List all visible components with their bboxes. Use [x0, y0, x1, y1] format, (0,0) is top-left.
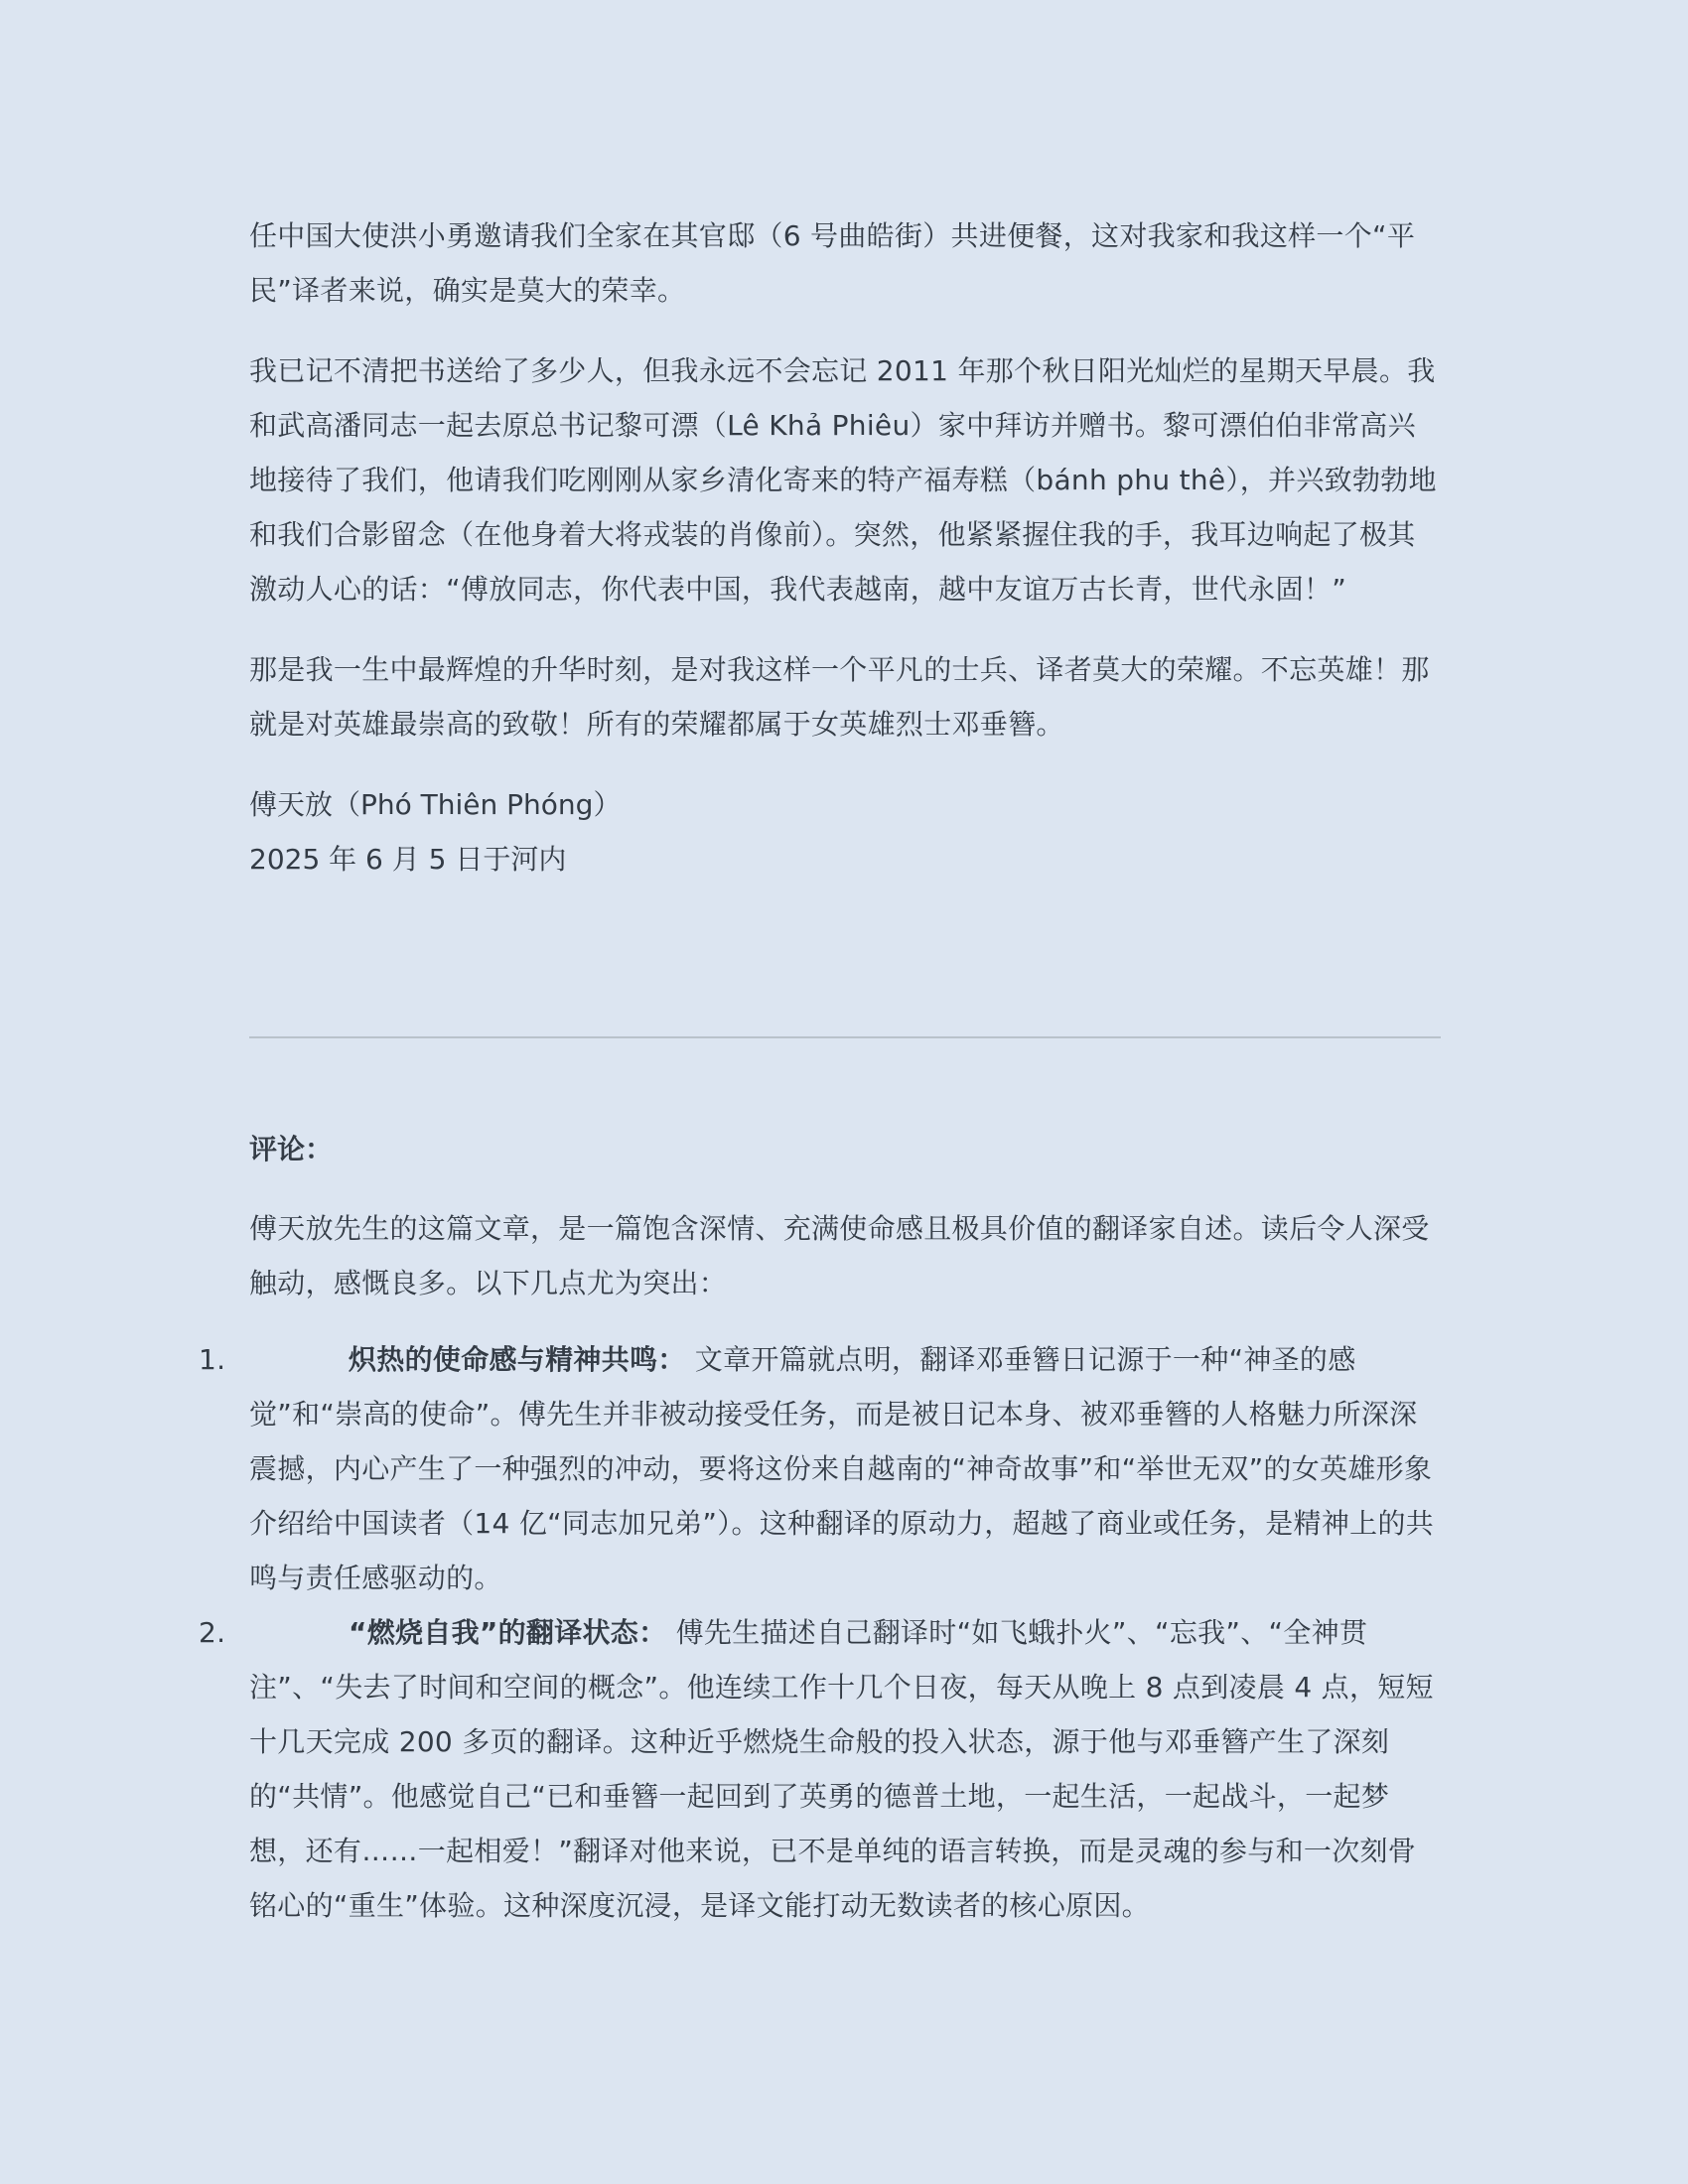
section-divider	[249, 1036, 1441, 1038]
comment-points-list	[199, 1332, 1441, 1933]
list-item-text: 傅先生描述自己翻译时“如飞蛾扑火”、“忘我”、“全神贯注”、“失去了时间和空间的概念”。他连续工作十几个日夜，每天从晚上 8 点到凌晨 4 点，短短十几天完成 200 多页的翻译。这种近乎燃烧生命般的投入状态，源于他与邓垂簪产生了深刻的“共情”。他感觉自己“已和垂簪一起回到了英勇的德普土地，一起生活，一起战斗，一起梦想，还有……一起相爱！”翻译对他来说，已不是单纯的语言转换，而是灵魂的参与和一次刻骨铭心的“重生”体验。这种深度沉浸，是译文能打动无数读者的核心原因。	[249, 1616, 1434, 1922]
list-item	[199, 1605, 1441, 1933]
list-item-number: 1.	[199, 1343, 226, 1376]
list-item-text: 文章开篇就点明，翻译邓垂簪日记源于一种“神圣的感觉”和“崇高的使命”。傅先生并非被动接受任务，而是被日记本身、被邓垂簪的人格魅力所深深震撼，内心产生了一种强烈的冲动，要将这份来自越南的“神奇故事”和“举世无双”的女英雄形象介绍给中国读者（14 亿“同志加兄弟”）。这种翻译的原动力，超越了商业或任务，是精神上的共鸣与责任感驱动的。	[249, 1343, 1435, 1594]
list-item-title: “燃烧自我”的翻译状态：	[349, 1616, 667, 1649]
signature-block	[249, 777, 1441, 887]
list-item-number: 2.	[199, 1616, 226, 1649]
body-paragraph: 我已记不清把书送给了多少人，但我永远不会忘记 2011 年那个秋日阳光灿烂的星期天早晨。我和武高潘同志一起去原总书记黎可漂（Lê Khả Phiêu）家中拜访并赠书。黎可漂伯伯非常高兴地接待了我们，他请我们吃刚刚从家乡清化寄来的特产福寿糕（bánh phu thê），并兴致勃勃地和我们合影留念（在他身着大将戎装的肖像前）。突然，他紧紧握住我的手，我耳边响起了极其激动人心的话：“傅放同志，你代表中国，我代表越南，越中友谊万古长青，世代永固！”	[249, 354, 1437, 606]
body-paragraph: 任中国大使洪小勇邀请我们全家在其官邸（6 号曲皓街）共进便餐，这对我家和我这样一个“平民”译者来说，确实是莫大的荣幸。	[249, 219, 1416, 307]
signature-date: 2025 年 6 月 5 日于河内	[249, 843, 567, 876]
comment-heading: 评论：	[249, 1133, 334, 1165]
comment-intro: 傅天放先生的这篇文章，是一篇饱含深情、充满使命感且极具价值的翻译家自述。读后令人深受触动，感慨良多。以下几点尤为突出：	[249, 1212, 1430, 1299]
signature-name: 傅天放（Phó Thiên Phóng）	[249, 788, 622, 821]
document-page	[199, 208, 1441, 1922]
list-item-title: 炽热的使命感与精神共鸣：	[349, 1343, 686, 1376]
body-paragraph: 那是我一生中最辉煌的升华时刻，是对我这样一个平凡的士兵、译者莫大的荣耀。不忘英雄！那就是对英雄最崇高的致敬！所有的荣耀都属于女英雄烈士邓垂簪。	[249, 653, 1430, 741]
list-item	[199, 1332, 1441, 1605]
